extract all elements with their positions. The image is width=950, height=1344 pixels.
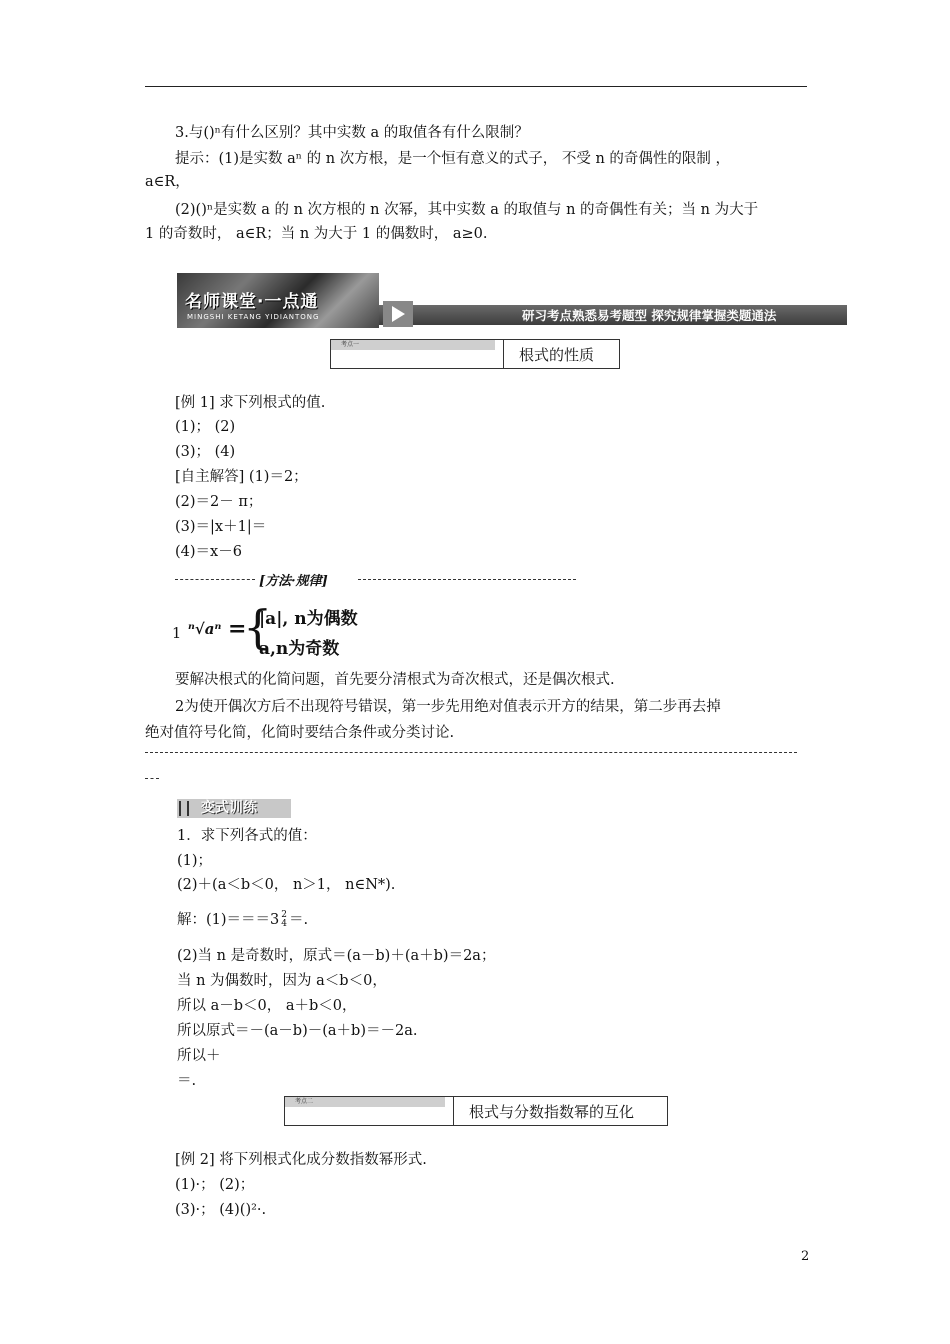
answer-4: 所以 a－b＜0， a＋b＜0， — [177, 998, 357, 1014]
answer-1-post: ＝. — [289, 912, 309, 928]
topic-name: 根式与分数指数幂的互化 — [469, 1103, 635, 1121]
practice-label: 变式训练 — [201, 800, 257, 816]
solution-2: (2)＝2－ π； — [175, 494, 263, 510]
fraction-numerator: 2 — [281, 910, 287, 920]
answer-6: 所以＋ — [177, 1048, 221, 1064]
practice-question: 1．求下列各式的值： — [177, 828, 317, 844]
equals-sign: = — [228, 616, 247, 642]
method-line-1: 要解决根式的化简问题，首先要分清根式为奇次根式，还是偶次根式. — [175, 672, 615, 688]
header-rule — [145, 86, 807, 87]
banner-title: 名师课堂·一点通 — [185, 292, 319, 312]
practice-item-2: (2)＋(a＜b＜0， n＞1， n∈N*). — [177, 877, 396, 893]
question-3: 3.与()ⁿ有什么区别？其中实数 a 的取值各有什么限制？ — [175, 125, 529, 141]
rule-1-case-1: |a|, n为偶数 — [259, 609, 358, 629]
method-line-2: 2为使开偶次方后不出现符号错误，第一步先用绝对值表示开方的结果，第二步再去掉 — [175, 699, 721, 715]
solution-3: (3)＝|x＋1|＝ — [175, 519, 267, 535]
example-1-title: [例 1] 求下列根式的值. — [175, 395, 326, 411]
topic-name: 根式的性质 — [519, 346, 595, 364]
answer-7: ＝. — [177, 1073, 197, 1089]
example-2-title: [例 2] 将下列根式化成分数指数幂形式. — [175, 1152, 427, 1168]
solution-4: (4)＝x－6 — [175, 544, 242, 560]
answer-2: (2)当 n 是奇数时，原式＝(a－b)＋(a＋b)＝2a； — [177, 948, 496, 964]
fraction-denominator: 4 — [281, 919, 287, 929]
topic-divider — [503, 340, 504, 368]
example-1-items-b: (3)； (4) — [175, 444, 236, 460]
solution-1: [自主解答] (1)＝2； — [175, 469, 308, 485]
left-brace: { — [243, 600, 273, 654]
answer-3: 当 n 为偶数时，因为 a＜b＜0， — [177, 973, 387, 989]
topic-divider — [453, 1097, 454, 1125]
rule-1-case-2: a,n为奇数 — [259, 639, 340, 659]
rule-1-number: 1 — [172, 626, 182, 642]
hint-1-cont: a∈R， — [145, 174, 190, 190]
example-1-items-a: (1)； (2) — [175, 419, 236, 435]
play-arrow-icon — [383, 301, 413, 327]
method-line-3: 绝对值符号化简，化简时要结合条件或分类讨论. — [145, 725, 455, 741]
method-label: [方法·规律] — [259, 574, 328, 589]
method-rule-right — [358, 579, 576, 580]
method-end-rule-2 — [145, 778, 159, 779]
banner-subtitle: MINGSHI KETANG YIDIANTONG — [187, 313, 320, 321]
topic-box-1 — [330, 339, 620, 369]
rule-1-radical: ⁿ√aⁿ — [188, 620, 222, 638]
topic-tag: 考点一 — [331, 340, 495, 350]
double-bar-icon — [179, 801, 189, 816]
practice-item-1: (1)； — [177, 853, 213, 869]
example-2-items-b: (3)·； (4)()²·. — [175, 1202, 267, 1218]
hint-1: 提示：(1)是实数 aⁿ 的 n 次方根，是一个恒有意义的式子， 不受 n 的奇偶性的限制 ， — [175, 151, 731, 167]
page-number: 2 — [801, 1249, 810, 1264]
answer-5: 所以原式＝－(a－b)－(a＋b)＝－2a. — [177, 1023, 418, 1039]
banner-slogan: 研习考点熟悉易考题型 探究规律掌握类题通法 — [522, 308, 777, 323]
topic-tag: 考点二 — [285, 1097, 445, 1107]
answer-1 — [177, 910, 308, 930]
topic-box-2 — [284, 1096, 668, 1126]
hint-2: (2)()ⁿ是实数 a 的 n 次方根的 n 次幂，其中实数 a 的取值与 n 的奇偶性有关；当 n 为大于 — [175, 202, 759, 218]
practice-header — [177, 799, 291, 818]
method-rule-left — [175, 579, 255, 580]
answer-1-pre: 解：(1)＝＝＝3 — [177, 912, 280, 928]
answer-1-fraction — [281, 911, 287, 929]
example-2-items-a: (1)·； (2)； — [175, 1177, 255, 1193]
hint-2-cont: 1 的奇数时， a∈R；当 n 为大于 1 的偶数时， a≥0. — [145, 226, 488, 242]
method-end-rule — [145, 752, 797, 753]
section-banner — [177, 273, 847, 328]
